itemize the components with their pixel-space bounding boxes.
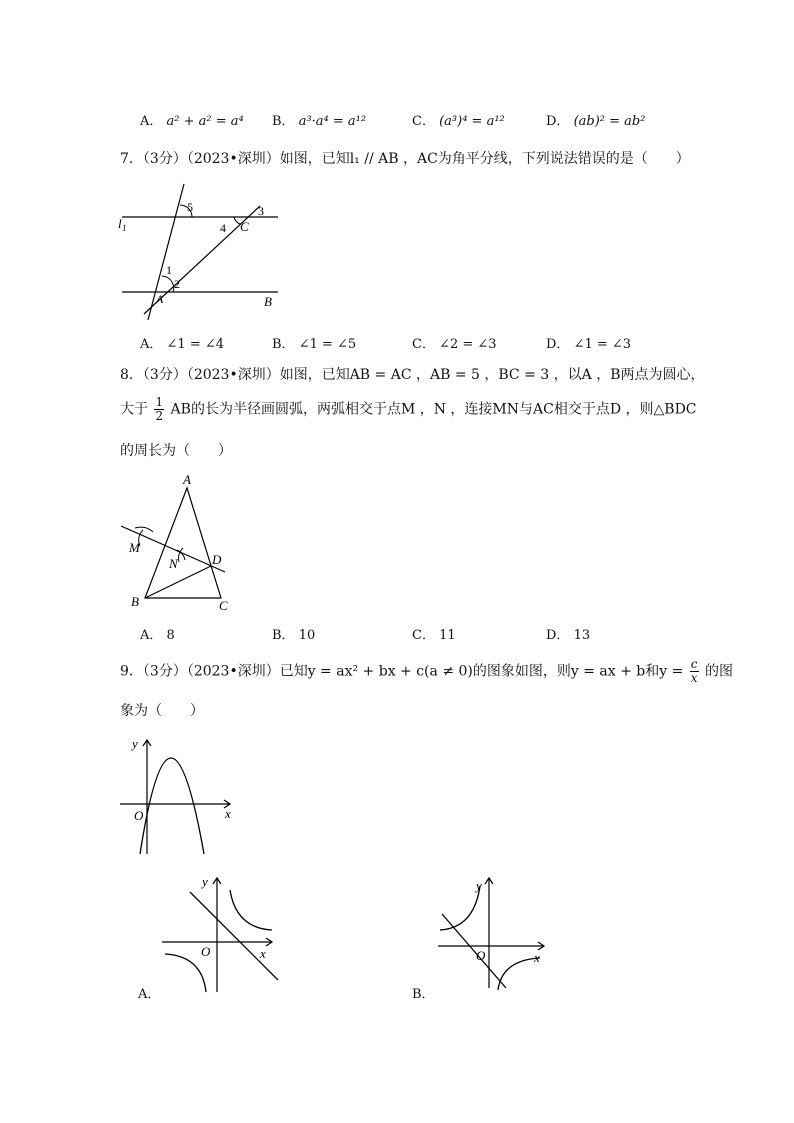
q7-stem: 7．（3分）（2023•深圳）如图，已知l₁ // AB ，AC为角平分线，下列说法错误的是（ ） (120, 151, 690, 167)
q6-option-c-letter: C． (412, 114, 435, 129)
q7-option-c-expr: ∠2 = ∠3 (439, 337, 497, 352)
q7-transversal (148, 184, 184, 320)
q8-label-a: A (183, 472, 191, 487)
q6-option-a-expr: a² + a² = a⁴ (166, 114, 244, 129)
q8-label-b: B (131, 594, 139, 609)
q8-arc-n2 (178, 548, 183, 562)
q8-stem-line2-pre: 大于 (120, 401, 148, 418)
q8-label-c: C (219, 598, 228, 613)
q7-option-c[interactable] (412, 333, 497, 352)
q8-figure (115, 470, 235, 615)
q8-option-b[interactable] (272, 624, 315, 643)
q8-option-b-letter: B． (272, 628, 295, 643)
q7-option-b-letter: B． (272, 337, 295, 352)
q9-b-hyperbola-q2 (440, 886, 480, 930)
q7-option-b-expr: ∠1 = ∠5 (298, 337, 357, 352)
q9-b-label-y: y (476, 878, 482, 893)
q9-stem-line1 (120, 658, 733, 685)
q9-label-y: y (132, 736, 138, 751)
q9-label-o: O (134, 808, 144, 823)
q6-option-a[interactable] (140, 110, 244, 129)
q8-stem-line2 (120, 396, 697, 423)
q9-choice-a-letter[interactable]: A． (138, 987, 161, 1002)
q8-option-b-expr: 10 (298, 628, 316, 643)
q8-option-d[interactable] (546, 624, 590, 643)
q6-option-c[interactable] (412, 110, 505, 129)
q8-option-c-expr: 11 (439, 628, 456, 643)
q6-option-d-letter: D． (546, 114, 570, 129)
q9-choice-b-figure[interactable] (436, 872, 551, 997)
q8-stem-line2-post: AB的长为半径画圆弧，两弧相交于点M ，N ，连接MN与AC相交于点D ，则△BDC (170, 401, 697, 418)
q7-option-d-letter: D． (546, 337, 570, 352)
q8-fraction (154, 396, 164, 423)
q9-a-label-y: y (202, 874, 208, 889)
q8-option-a-expr: 8 (166, 628, 175, 643)
q9-a-hyperbola-q3 (165, 954, 206, 992)
q6-option-a-letter: A． (140, 114, 163, 129)
q7-option-d-expr: ∠1 = ∠3 (573, 337, 632, 352)
q9-stem-line1-pre: 9．（3分）（2023•深圳）已知y = ax² + bx + c(a ≠ 0)的图象如图，则y = ax + b和y = (120, 663, 684, 680)
q6-option-b-letter: B． (272, 114, 295, 129)
q9-b-line (442, 914, 506, 988)
q6-option-d[interactable] (546, 110, 645, 129)
q7-label-5: 5 (187, 200, 193, 214)
q6-option-b[interactable] (272, 110, 366, 129)
q8-stem-line3: 的周长为（ ） (120, 443, 232, 459)
q9-choice-a-figure[interactable] (160, 872, 285, 997)
q8-option-a-letter: A． (140, 628, 163, 643)
q9-a-hyperbola-q1 (230, 890, 272, 930)
q9-stem-line2: 象为（ ） (120, 703, 204, 719)
q8-option-c-letter: C． (412, 628, 435, 643)
q8-fraction-numerator: 1 (155, 395, 164, 409)
q8-stem-line1: 8．（3分）（2023•深圳）如图，已知AB = AC ，AB = 5 ，BC = 3 ，以A ，B两点为圆心， (120, 367, 705, 383)
q9-choice-b-letter[interactable]: B． (412, 987, 435, 1002)
q9-fraction-denominator: x (690, 671, 698, 685)
q8-option-d-expr: 13 (573, 628, 591, 643)
q8-label-d: D (212, 552, 222, 567)
q6-option-b-expr: a³·a⁴ = a¹² (298, 114, 367, 129)
q8-arc-m1 (135, 527, 153, 532)
q8-option-d-letter: D． (546, 628, 570, 643)
q7-label-1: 1 (166, 263, 172, 277)
q7-label-2: 2 (174, 277, 180, 291)
q6-option-c-expr: (a³)⁴ = a¹² (439, 114, 505, 129)
q9-parabola-figure (118, 732, 238, 857)
q7-option-d[interactable] (546, 333, 631, 352)
q8-fraction-denominator: 2 (155, 409, 164, 423)
q8-option-c[interactable] (412, 624, 456, 643)
q9-parabola (140, 758, 204, 854)
q9-a-label-o: O (201, 944, 211, 959)
q9-b-label-x: x (534, 950, 540, 965)
q7-option-c-letter: C． (412, 337, 435, 352)
q8-triangle-abc (145, 488, 221, 598)
q7-label-l: l (118, 216, 122, 231)
q9-fraction-numerator: c (690, 657, 698, 671)
q7-label-b: B (264, 294, 272, 309)
q8-label-n: N (169, 556, 178, 571)
q9-b-label-o: O (476, 948, 486, 963)
q7-option-a-letter: A． (140, 337, 163, 352)
q6-option-d-expr: (ab)² = ab² (573, 114, 646, 129)
q9-fraction (690, 658, 699, 685)
q7-option-a-expr: ∠1 = ∠4 (166, 337, 225, 352)
q7-label-l-sub: 1 (122, 223, 127, 233)
q7-label-c: C (240, 219, 249, 234)
q7-label-a: A (156, 292, 164, 306)
q9-a-label-x: x (260, 946, 266, 961)
q9-label-x: x (225, 806, 231, 821)
q8-option-a[interactable] (140, 624, 175, 643)
q7-figure (110, 178, 300, 323)
q7-label-3: 3 (258, 204, 264, 218)
q8-label-m: M (129, 540, 140, 555)
q7-option-a[interactable] (140, 333, 224, 352)
q7-label-4: 4 (220, 221, 226, 235)
q7-option-b[interactable] (272, 333, 356, 352)
q9-stem-line1-post: 的图 (704, 663, 733, 680)
